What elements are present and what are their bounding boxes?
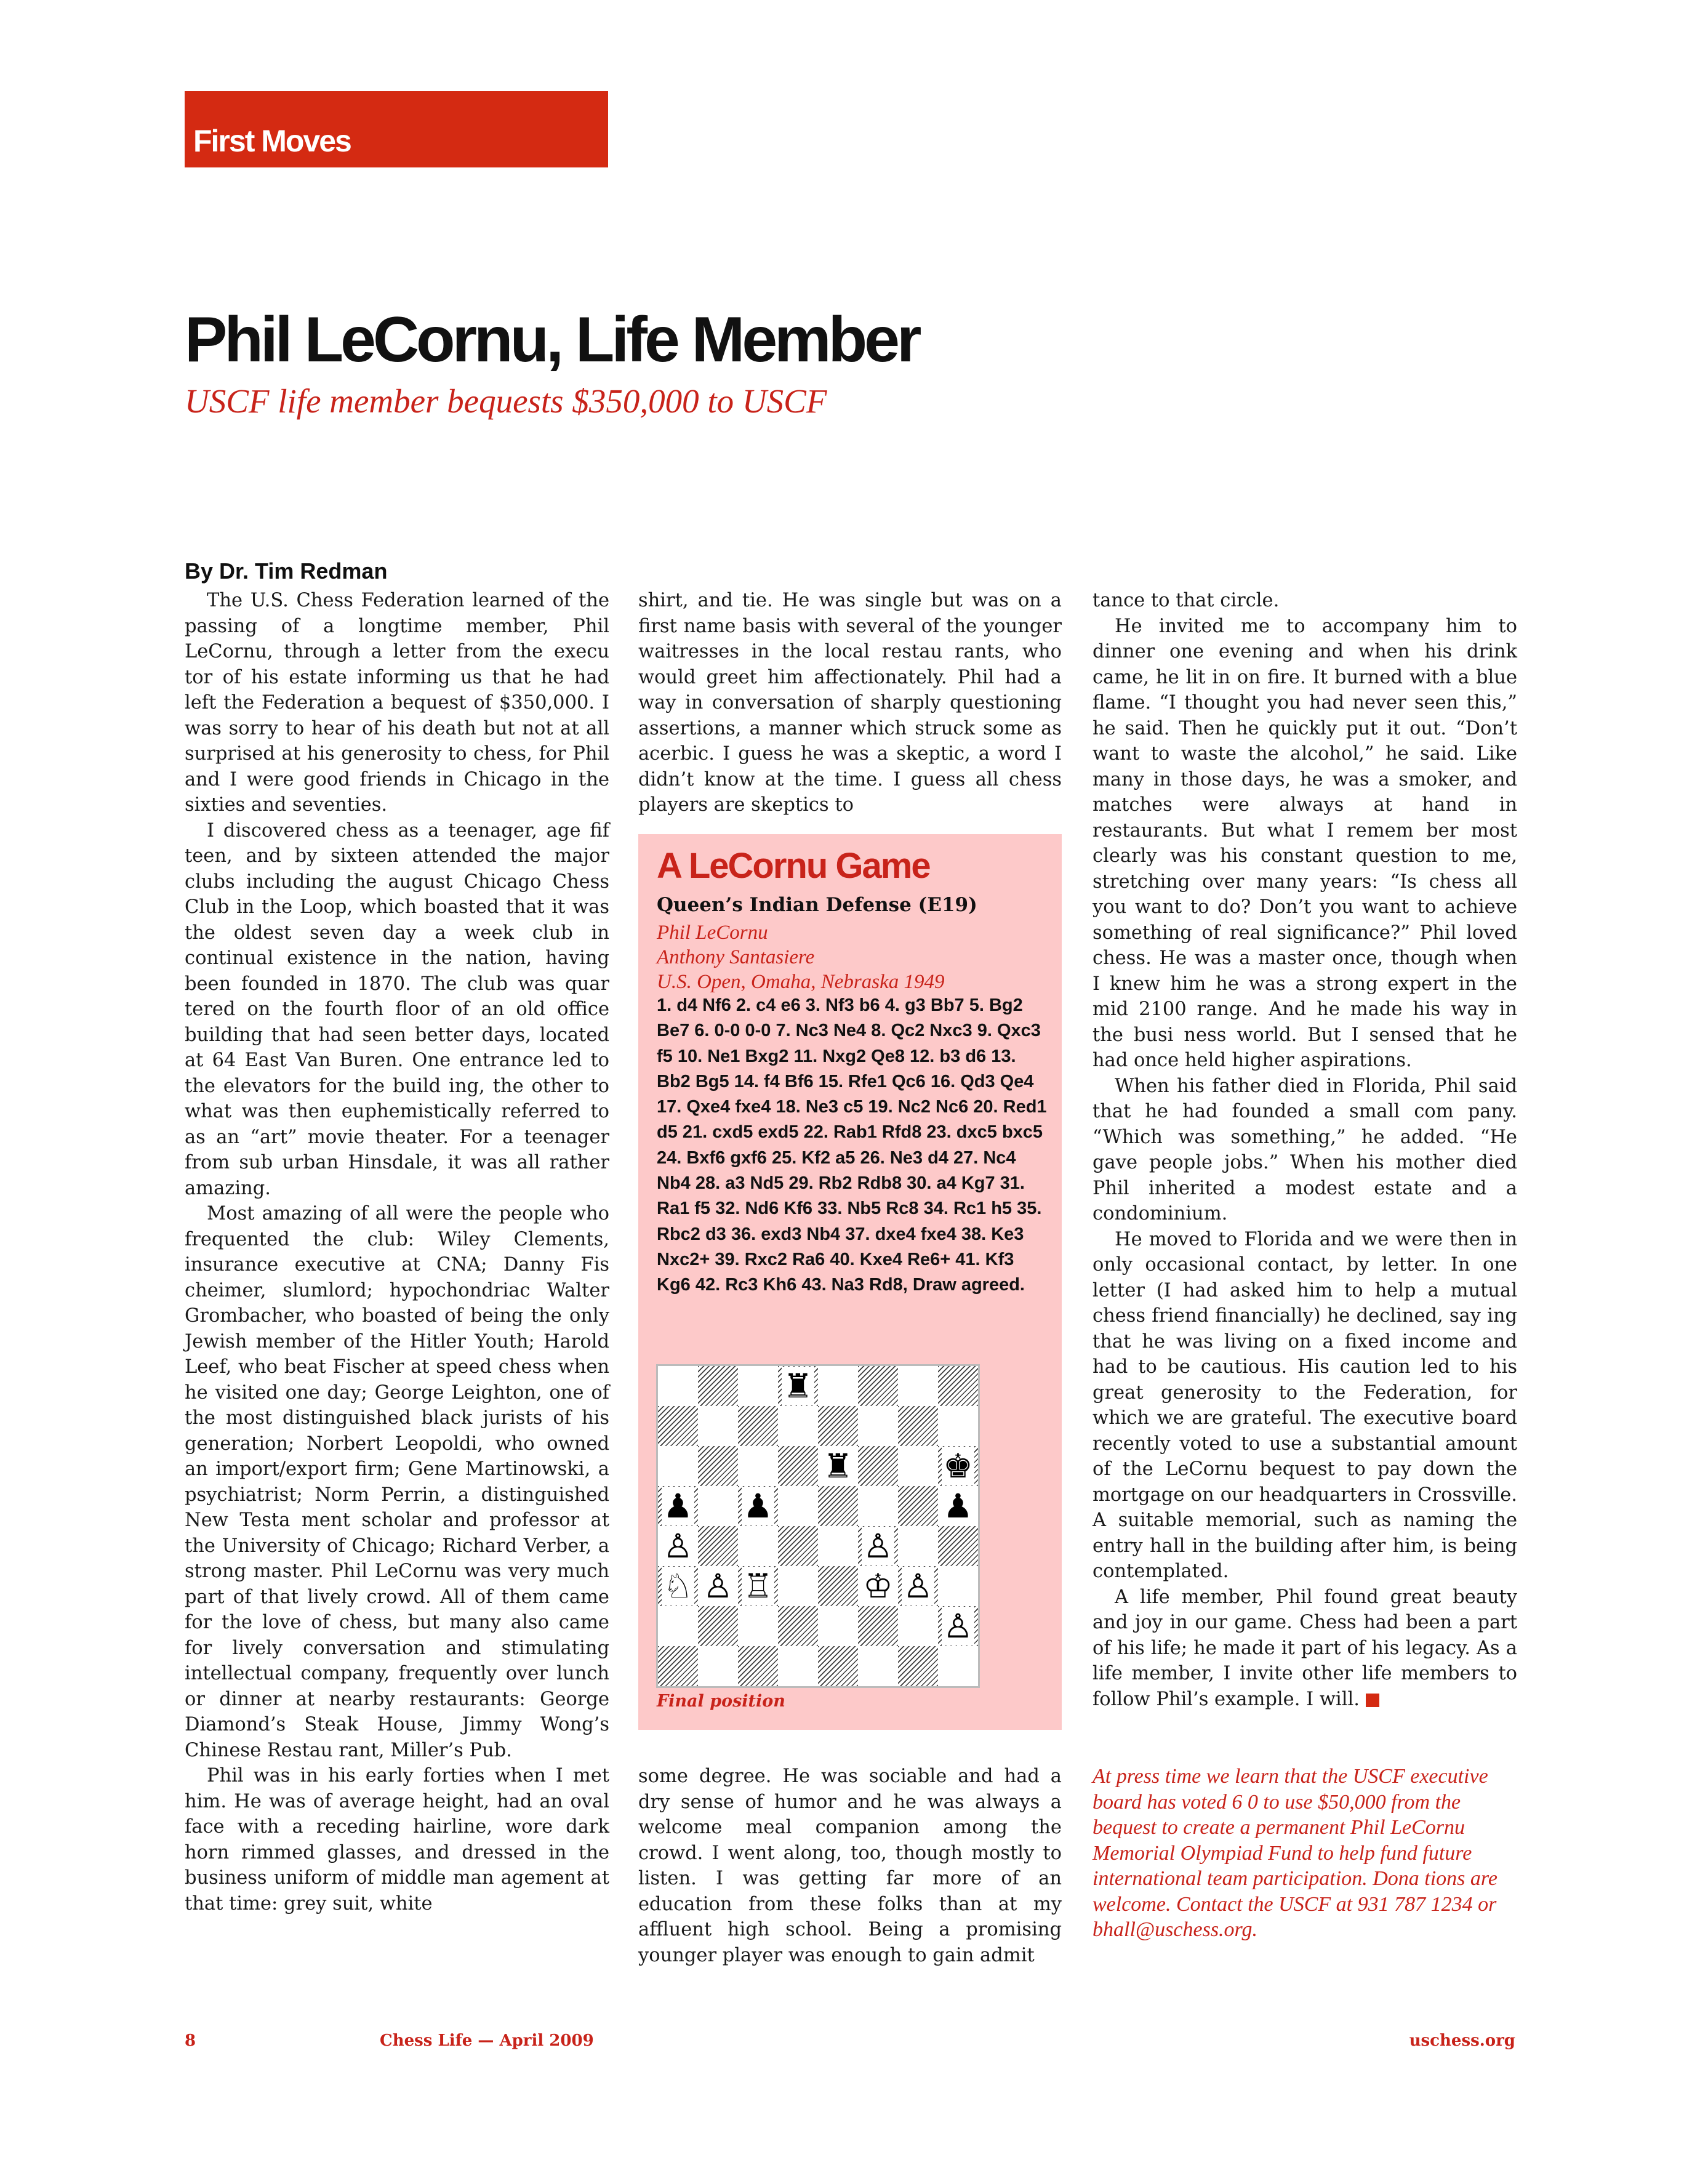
paragraph: He invited me to accompany him to dinner one evening and when his drink came, he lit in on fire. It burned with a blue flame. “I thought you had never seen this,” he said. Then he quickly put it out. “Don’t want to waste the alcohol,” he said. Like many in those days, he was a smoker, and matches were always at hand in restaurants. But what I remem ber most clearly was his constant question to me, stretching over many years: “Is chess all you want to do? Don’t you want to achieve something of real significance?” Phil loved chess. He was a master once, though when I knew him he was a strong expert in the mid 2100 range. And he made his way in the busi ness world. But I sensed that he had once held higher aspirations. (1093, 615, 1517, 1071)
section-tab (185, 91, 608, 167)
board-square (938, 1526, 978, 1566)
byline: By Dr. Tim Redman (185, 558, 388, 584)
paragraph (1093, 1585, 1517, 1713)
board-square (778, 1646, 818, 1686)
section-tab-label: First Moves (193, 124, 351, 158)
black-pawn-icon: ♟ (943, 1487, 973, 1525)
white-pawn-icon: ♙ (863, 1527, 893, 1565)
press-note: At press time we learn that the USCF executive board has voted 6 0 to use $50,000 from the bequest to create a permanent Phil LeCornu Memorial Olympiad Fund to help fund future international team participation. Dona tions are welcome. Contact the USCF at 931 787 1234 or bhall@uschess.org. (1093, 1765, 1498, 1941)
paragraph: tance to that circle. (1093, 590, 1280, 611)
article-column-2-top (638, 588, 1062, 818)
headline: Phil LeCornu, Life Member (185, 304, 919, 376)
end-of-article-mark (1366, 1694, 1379, 1707)
board-square (858, 1606, 898, 1646)
board-square (818, 1486, 858, 1526)
board-square (778, 1566, 818, 1606)
board-square (698, 1366, 738, 1406)
board-square (938, 1646, 978, 1686)
board-square (818, 1606, 858, 1646)
closing-text: A life member, Phil found great beauty and joy in our game. Chess had been a part of his life; he made it part of his legacy. As a life member, I invite other life members to follow Phil’s example. I will. (1093, 1586, 1517, 1710)
board-square (818, 1566, 858, 1606)
black-rook-icon: ♜ (783, 1367, 813, 1405)
article-column-1 (185, 588, 609, 1916)
game-moves: 1. d4 Nf6 2. c4 e6 3. Nf3 b6 4. g3 Bb7 5. Bg2 Be7 6. 0-0 0-0 7. Nc3 Ne4 8. Qc2 Nxc3 9. Qxc3 f5 10. Ne1 Bxg2 11. Nxg2 Qe8 12. b3 d6 13. Bb2 Bg5 14. f4 Bf6 15. Rfe1 Qc6 16. Qd3 Qe4 17. Qxe4 fxe4 18. Ne3 c5 19. Nc2 Nc6 20. Red1 d5 21. cxd5 exd5 22. Rab1 Rfd8 23. dxc5 bxc5 24. Bxf6 gxf6 25. Kf2 a5 26. Ne3 d4 27. Nc4 Nb4 28. a3 Nd5 29. Rb2 Rdb8 30. a4 Kg7 31. Ra1 f5 32. Nd6 Kf6 33. Nb5 Rc8 34. Rc1 h5 35. Rbc2 d3 36. exd3 Nb4 37. dxe4 fxe4 38. Ke3 Nxc2+ 39. Rxc2 Ra6 40. Kxe4 Re6+ 41. Kf3 Kg6 42. Rc3 Kh6 43. Na3 Rd8, Draw agreed. (657, 995, 1047, 1295)
board-square (938, 1406, 978, 1446)
black-player: Anthony Santasiere (657, 946, 815, 968)
paragraph: some degree. He was sociable and had a dry sense of humor and he was always a welcome meal companion among the crowd. I went along, too, though mostly to listen. I was getting far more of an education from these folks than at my affluent high school. Being a promising younger player was enough to gain admit (638, 1766, 1062, 1966)
board-square (938, 1366, 978, 1406)
board-square (778, 1606, 818, 1646)
white-pawn-icon: ♙ (943, 1607, 973, 1646)
diagram-caption: Final position (657, 1692, 785, 1711)
paragraph: shirt, and tie. He was single but was on a first name basis with several of the younger waitresses in the local restau rants, who would greet him affectionately. Phil had a way in conversation of sharply questioning assertions, a manner which struck some as acerbic. I guess he was a skeptic, a word I didn’t know at the time. I guess all chess players are skeptics to (638, 590, 1062, 816)
board-square (898, 1646, 938, 1686)
opening-name: Queen’s Indian Defense (E19) (657, 894, 977, 916)
website: uschess.org (1409, 2031, 1515, 2050)
paragraph: I discovered chess as a teenager, age fif teen, and by sixteen attended the major clubs including the august Chicago Chess Club in the Loop, which boasted that it was the oldest seven day a week club in continual existence in the nation, having been founded in 1870. The club was quar tered on the fourth floor of an old office building that had seen better days, located at 64 East Van Buren. One entrance led to the elevators for the build ing, the other to what was then euphemistically referred to as an “art” movie theater. For a teenager from sub urban Hinsdale, it was all rather amazing. (185, 819, 609, 1199)
board-square (738, 1366, 778, 1406)
board-square (658, 1606, 698, 1646)
magazine-issue: Chess Life — April 2009 (380, 2031, 594, 2050)
board-square (818, 1526, 858, 1566)
board-square (698, 1406, 738, 1446)
board-square (818, 1406, 858, 1446)
board-square (818, 1646, 858, 1686)
black-rook-icon: ♜ (823, 1447, 853, 1485)
board-square (938, 1566, 978, 1606)
paragraph: He moved to Florida and we were then in only occasional contact, by letter. In one letter (I had asked him to help a mutual chess friend financially) he declined, say ing that he was living on a fixed income and had to be cautious. His caution led to his great generosity to the Federation, for which we are grateful. The executive board recently voted to use a substantial amount of the LeCornu bequest to pay down the mortgage on our headquarters in Crossville. A suitable memorial, such as naming the entry hall in the building after him, is being contemplated. (1093, 1228, 1517, 1582)
board-square (698, 1526, 738, 1566)
board-square (858, 1366, 898, 1406)
black-pawn-icon: ♟ (663, 1487, 693, 1525)
white-player: Phil LeCornu (657, 922, 768, 944)
black-king-icon: ♚ (943, 1447, 973, 1485)
board-square (898, 1446, 938, 1486)
board-square (658, 1646, 698, 1686)
white-pawn-icon: ♙ (663, 1527, 693, 1565)
white-pawn-icon: ♙ (703, 1567, 733, 1605)
board-square (698, 1486, 738, 1526)
board-square (898, 1486, 938, 1526)
paragraph: Phil was in his early forties when I met him. He was of average height, had an oval face with a receding hairline, wore dark horn rimmed glasses, and dressed in the business uniform of middle man agement at that time: grey suit, white (185, 1765, 609, 1915)
board-square (778, 1406, 818, 1446)
board-square (738, 1526, 778, 1566)
board-square (858, 1406, 898, 1446)
event-name: U.S. Open, Omaha, Nebraska 1949 (657, 971, 945, 993)
white-pawn-icon: ♙ (903, 1567, 933, 1605)
game-sidebar (638, 834, 1062, 1730)
board-square (818, 1366, 858, 1406)
board-square (858, 1446, 898, 1486)
board-square (778, 1526, 818, 1566)
paragraph: The U.S. Chess Federation learned of the passing of a longtime member, Phil LeCornu, through a letter from the execu tor of his estate informing us that he had left the Federation a bequest of $350,000. I was sorry to hear of his death but not at all surprised at his generosity to chess, for Phil and I were good friends in Chicago in the sixties and seventies. (185, 590, 609, 816)
white-king-icon: ♔ (863, 1567, 893, 1605)
paragraph: When his father died in Florida, Phil said that he had founded a small com pany. “Which was something,” he added. “He gave people jobs.” When his mother died Phil inherited a modest estate and a condominium. (1093, 1075, 1517, 1224)
board-square (658, 1446, 698, 1486)
article-column-2-bottom (638, 1764, 1062, 1968)
board-square (778, 1446, 818, 1486)
board-square (738, 1646, 778, 1686)
article-column-3 (1093, 588, 1517, 1712)
board-square (738, 1606, 778, 1646)
paragraph: Most amazing of all were the people who frequented the club: Wiley Clements, insurance executive at CNA; Danny Fis cheimer, slumlord; hypochondriac Walter Grombacher, who boasted of being the only Jewish member of the Hitler Youth; Harold Leef, who beat Fischer at speed chess when he visited one day; George Leighton, one of the most distinguished black jurists of his generation; Norbert Leopoldi, who owned an import/export firm; Gene Martinowski, a psychiatrist; Norm Perrin, a distinguished New Testa ment scholar and professor at the University of Chicago; Richard Verber, a strong master. Phil LeCornu was very much part of that lively crowd. All of them came for the love of chess, but many also came for lively conversation and stimulating intellectual company, frequently over lunch or dinner at nearby restaurants: George Diamond’s Steak House, Jimmy Wong’s Chinese Restau rant, Miller’s Pub. (185, 1203, 609, 1761)
white-knight-icon: ♘ (663, 1567, 693, 1605)
board-square (898, 1606, 938, 1646)
board-square (858, 1646, 898, 1686)
board-square (898, 1366, 938, 1406)
sidebar-title: A LeCornu Game (657, 846, 930, 886)
board-square (698, 1446, 738, 1486)
board-square (898, 1406, 938, 1446)
black-pawn-icon: ♟ (743, 1487, 773, 1525)
board-square (658, 1366, 698, 1406)
board-square (658, 1406, 698, 1446)
page-number: 8 (185, 2031, 196, 2050)
board-square (778, 1486, 818, 1526)
board-square (738, 1446, 778, 1486)
subhead: USCF life member bequests $350,000 to USCF (185, 382, 827, 420)
white-rook-icon: ♖ (743, 1567, 773, 1605)
board-square (698, 1606, 738, 1646)
board-square (858, 1486, 898, 1526)
chess-board-diagram (658, 1366, 978, 1686)
board-square (898, 1526, 938, 1566)
board-square (698, 1646, 738, 1686)
board-square (738, 1406, 778, 1446)
